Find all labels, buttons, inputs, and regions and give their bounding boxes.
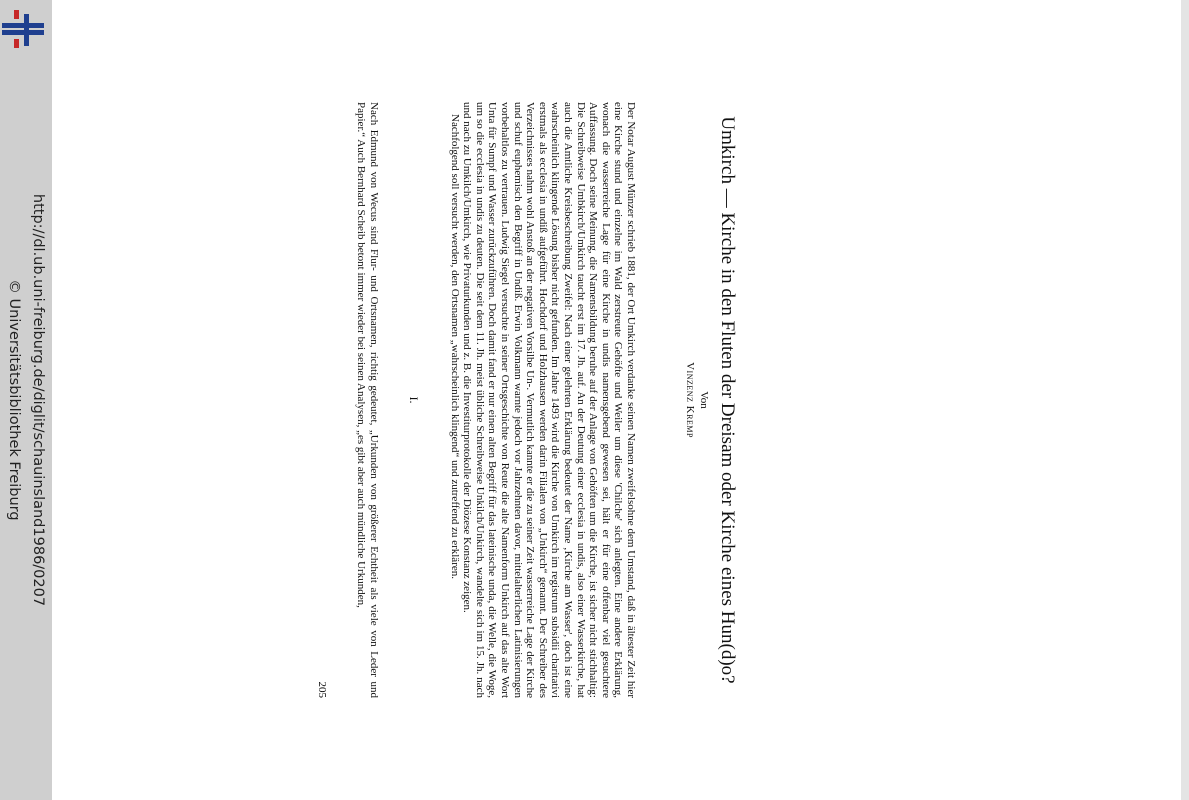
article-byline: Von: [698, 391, 710, 409]
copyright-notice: © Universitätsbibliothek Freiburg: [6, 279, 22, 521]
sidebar-caption: [2, 0, 50, 800]
page-number: 205: [316, 681, 328, 698]
intro-paragraph: Der Notar August Münzer schrieb 1881, der Ort Umkirch verdanke seinen Namen zweifelsohne dem Umstand, daß in ältester Zeit hier eine Kirche stund und einzelne im Wald zerstreute Gehöfte und Weiler um diese 'Chilche' sich anlegten. Eine andere Erklärung, wonach die wasserreiche Lage für eine Kirche in undis namensgebend gewesen sei, hält er für eine offenbar viel gesuchtere Auffassung. Doch seine Meinung, die Namensbildung beruhe auf der Anlage von Gehöften um die Kirche, ist sicher nicht stichhaltig: Die Schreibweise Umbkirch/Umkirch taucht erst im 17. Jh. auf. An der Deutung einer ecclesia in undis, also einer Wasserkirche, hat auch die Amtliche Kreisbeschreibung Zweifel: Nach einer gelehrten Erklärung bedeutet der Name ‚Kirche am Wasser', doch ist eine wahrscheinlich klingende Lösung bisher nicht gefunden. Im Jahre 1493 wird die Kirche von Umkirch im registrum subsidii charitativi erstmals als ecclesia in undiß aufgeführt. Hochdorf und Holzhausen werden darin Filialen von „Unkirch“ genannt. Der Schreiber des Verzeichnisses nahm wohl Anstoß an der negativen Vorsilbe Un-. Vermutlich kannte er die zu seiner Zeit wasserreiche Lage der Kirche und schuf euphemisch den Begriff in Undiß. Erwin Volkmann warnte jedoch vor Jahrzehnten davor, mittelalterlichen Latinisierungen vorbehaltlos zu vertrauen. Ludwig Siegel versuchte in seiner Ortsgeschichte von Reute die alte Namenform Unkirch auf das alte Wort Unta für Sumpf und Wasser zurückzuführen. Doch damit fand er nur einen alten Begriff für das lateinische unda, die Welle, die Woge, um so die ecclesia in undis zu deuten. Die seit dem 11. Jh. meist übliche Schreibweise Unkilch/Unkirch, wandelte sich im 15. Jh. nach und nach zu Umkilch/Umkirch, wie Privaturkunden und z. B. die Investiturprotokolle der Diözese Konstanz zeigen.: [461, 102, 637, 698]
author-name: Vinzenz Kremp: [684, 362, 696, 438]
article-intro: [448, 102, 637, 698]
section-paragraph: Nach Edmund von Wecus sind Flur- und Ortsnamen, richtig gedeutet, „Urkunden von größerer Echtheit als viele von Leder und Papier.“ Auch Bernhard Scheib betont immer wieder bei seinen Analysen, „es gibt aber auch mündliche Urkunden,: [355, 102, 381, 698]
intro-paragraph: Nachfolgend soll versucht werden, den Ortsnamen „wahrscheinlich klingend“ und zutreffend zu erklären.: [448, 114, 461, 579]
scanned-page: [313, 102, 739, 698]
article-author: [683, 102, 697, 698]
viewer-scroll-edge: [1181, 0, 1189, 800]
document-url-link[interactable]: http://dl.ub.uni-freiburg.de/diglit/schauinsland1986/0207: [30, 193, 46, 607]
section-heading: I.: [407, 396, 422, 404]
viewer-sidebar: [0, 0, 52, 800]
article-title: Umkirch — Kirche in den Fluten der Dreisam oder Kirche eines Hun(d)o?: [717, 116, 738, 684]
